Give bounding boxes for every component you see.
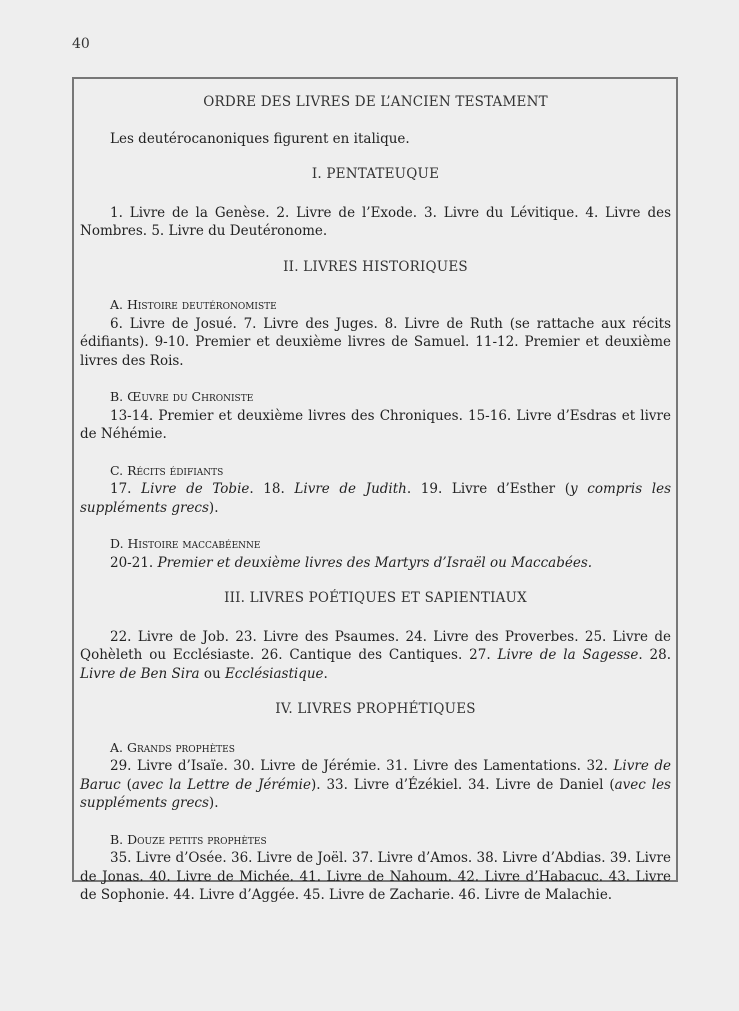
book-order-content xyxy=(80,93,671,905)
recits-edifiants-title: C. Récits édifiants xyxy=(110,462,224,478)
grands-prophetes-text: 29. Livre d’Isaïe. 30. Livre de Jérémie. 31. Livre des Lamentations. 32. Livre de Baruc (avec la Lettre de Jérémie). 33. Livre d’Ézékiel. 34. Livre de Daniel (avec les suppléments grecs). xyxy=(80,758,671,811)
italic-note: Les deutérocanoniques figurent en italique. xyxy=(110,130,410,147)
petits-prophetes-text: 35. Livre d’Osée. 36. Livre de Joël. 37. Livre d’Amos. 38. Livre d’Abdias. 39. Livre de Jonas. 40. Livre de Michée. 41. Livre de Nahoum. 42. Livre d’Habacuc. 43. Livre de Sophonie. 44. Livre d’Aggée. 45. Livre de Zacharie. 46. Livre de Malachie. xyxy=(80,850,671,903)
page-title: ORDRE DES LIVRES DE L’ANCIEN TESTAMENT xyxy=(203,94,548,110)
oeuvre-chroniste-title: B. Œuvre du Chroniste xyxy=(110,389,254,404)
recits-edifiants-text: 17. Livre de Tobie. 18. Livre de Judith. 19. Livre d’Esther (y compris les suppléments grecs). xyxy=(80,481,671,516)
historiques-heading: II. LIVRES HISTORIQUES xyxy=(283,258,468,275)
histoire-deuteronomiste-text: 6. Livre de Josué. 7. Livre des Juges. 8. Livre de Ruth (se rattache aux récits édifiants). 9-10. Premier et deuxième livres de Samuel. 11-12. Premier et deuxième livres des Rois. xyxy=(80,315,671,369)
histoire-maccabeenne-title: D. Histoire maccabéenne xyxy=(110,536,261,551)
oeuvre-chroniste-text: 13-14. Premier et deuxième livres des Chroniques. 15-16. Livre d’Esdras et livre de Néhémie. xyxy=(80,407,671,442)
poetiques-text: 22. Livre de Job. 23. Livre des Psaumes. 24. Livre des Proverbes. 25. Livre de Qohèleth ou Ecclésiaste. 26. Cantique des Cantiques. 27. Livre de la Sagesse. 28. Livre de Ben Sira ou Ecclésiastique. xyxy=(80,628,671,682)
grands-prophetes-title: A. Grands prophètes xyxy=(110,739,235,755)
pentateuque-text: 1. Livre de la Genèse. 2. Livre de l’Exode. 3. Livre du Lévitique. 4. Livre des Nombres. 5. Livre du Deutéronome. xyxy=(80,204,671,239)
poetiques-heading: III. LIVRES POÉTIQUES ET SAPIENTIAUX xyxy=(224,590,527,606)
histoire-maccabeenne-text: 20-21. Premier et deuxième livres des Martyrs d’Israël ou Maccabées. xyxy=(110,554,593,571)
page-number: 40 xyxy=(72,36,90,52)
pentateuque-heading: I. PENTATEUQUE xyxy=(311,166,440,182)
petits-prophetes-title: B. Douze petits prophètes xyxy=(110,831,267,847)
prophetiques-heading: IV. LIVRES PROPHÉTIQUES xyxy=(275,701,476,717)
histoire-deuteronomiste-title: A. Histoire deutéronomiste xyxy=(110,297,277,312)
